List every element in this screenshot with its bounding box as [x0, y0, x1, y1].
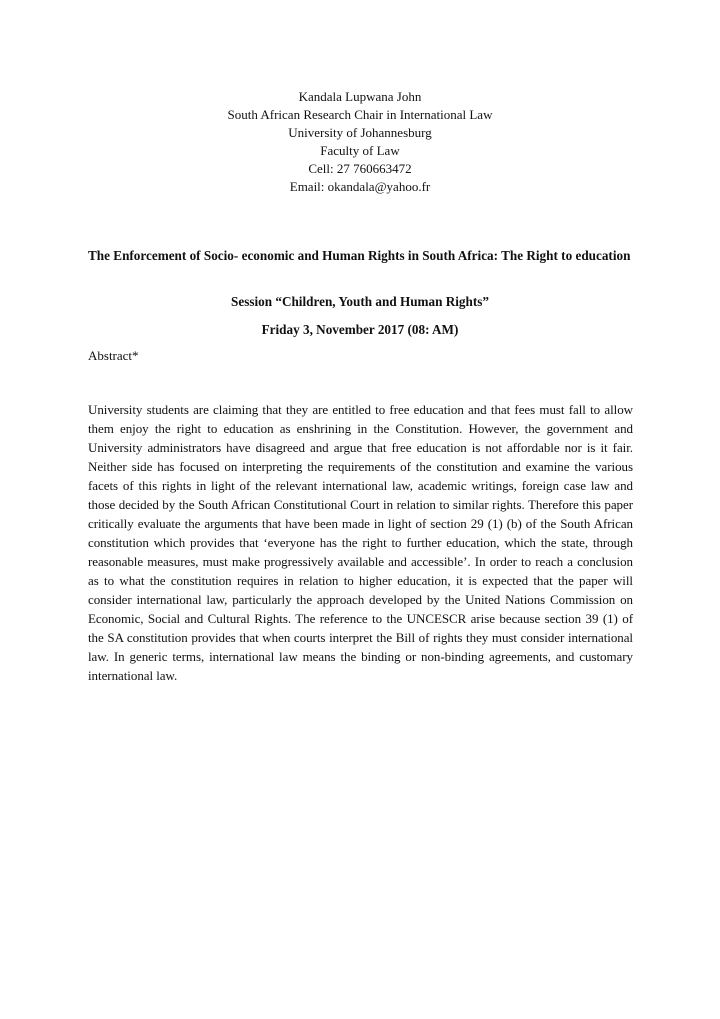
- author-email: Email: okandala@yahoo.fr: [289, 179, 431, 194]
- author-faculty: Faculty of Law: [320, 143, 400, 158]
- session-date: Friday 3, November 2017 (08: AM): [261, 322, 459, 337]
- abstract-body: University students are claiming that they are entitled to free education and that fees must fall to allow them enjoy the right to education as enshrining in the Constitution. However, the government and University administrators have disagreed and argue that free education is not affordable nor is it fair. Neither side has focused on interpreting the requirements of the constitution and examine the various facets of this rights in light of the relevant international law, academic writings, foreign case law and those decided by the South African Constitutional Court in relation to similar rights. Therefore this paper critically evaluate the arguments that have been made in light of section 29 (1) (b) of the South African constitution which provides that ‘everyone has the right to further education, which the state, through reasonable measures, must make progressively available and accessible’. In order to reach a conclusion as to what the constitution requires in relation to higher education, it is expected that the paper will consider international law, particularly the approach developed by the United Nations Commission on Economic, Social and Cultural Rights. The reference to the UNCESCR arise because section 39 (1) of the SA constitution provides that when courts interpret the Bill of rights they must consider international law. In generic terms, international law means the binding or non-binding agreements, and customary international law.: [88, 402, 633, 683]
- paper-title: The Enforcement of Socio- economic and Human Rights in South Africa: The Right to education: [88, 248, 631, 263]
- author-chair: South African Research Chair in International Law: [227, 107, 493, 122]
- author-name: Kandala Lupwana John: [298, 89, 422, 104]
- author-block: [0, 88, 720, 196]
- session-title: Session “Children, Youth and Human Rights”: [231, 294, 489, 309]
- author-cell: Cell: 27 760663472: [308, 161, 412, 176]
- author-university: University of Johannesburg: [288, 125, 432, 140]
- abstract-label: Abstract*: [88, 348, 139, 363]
